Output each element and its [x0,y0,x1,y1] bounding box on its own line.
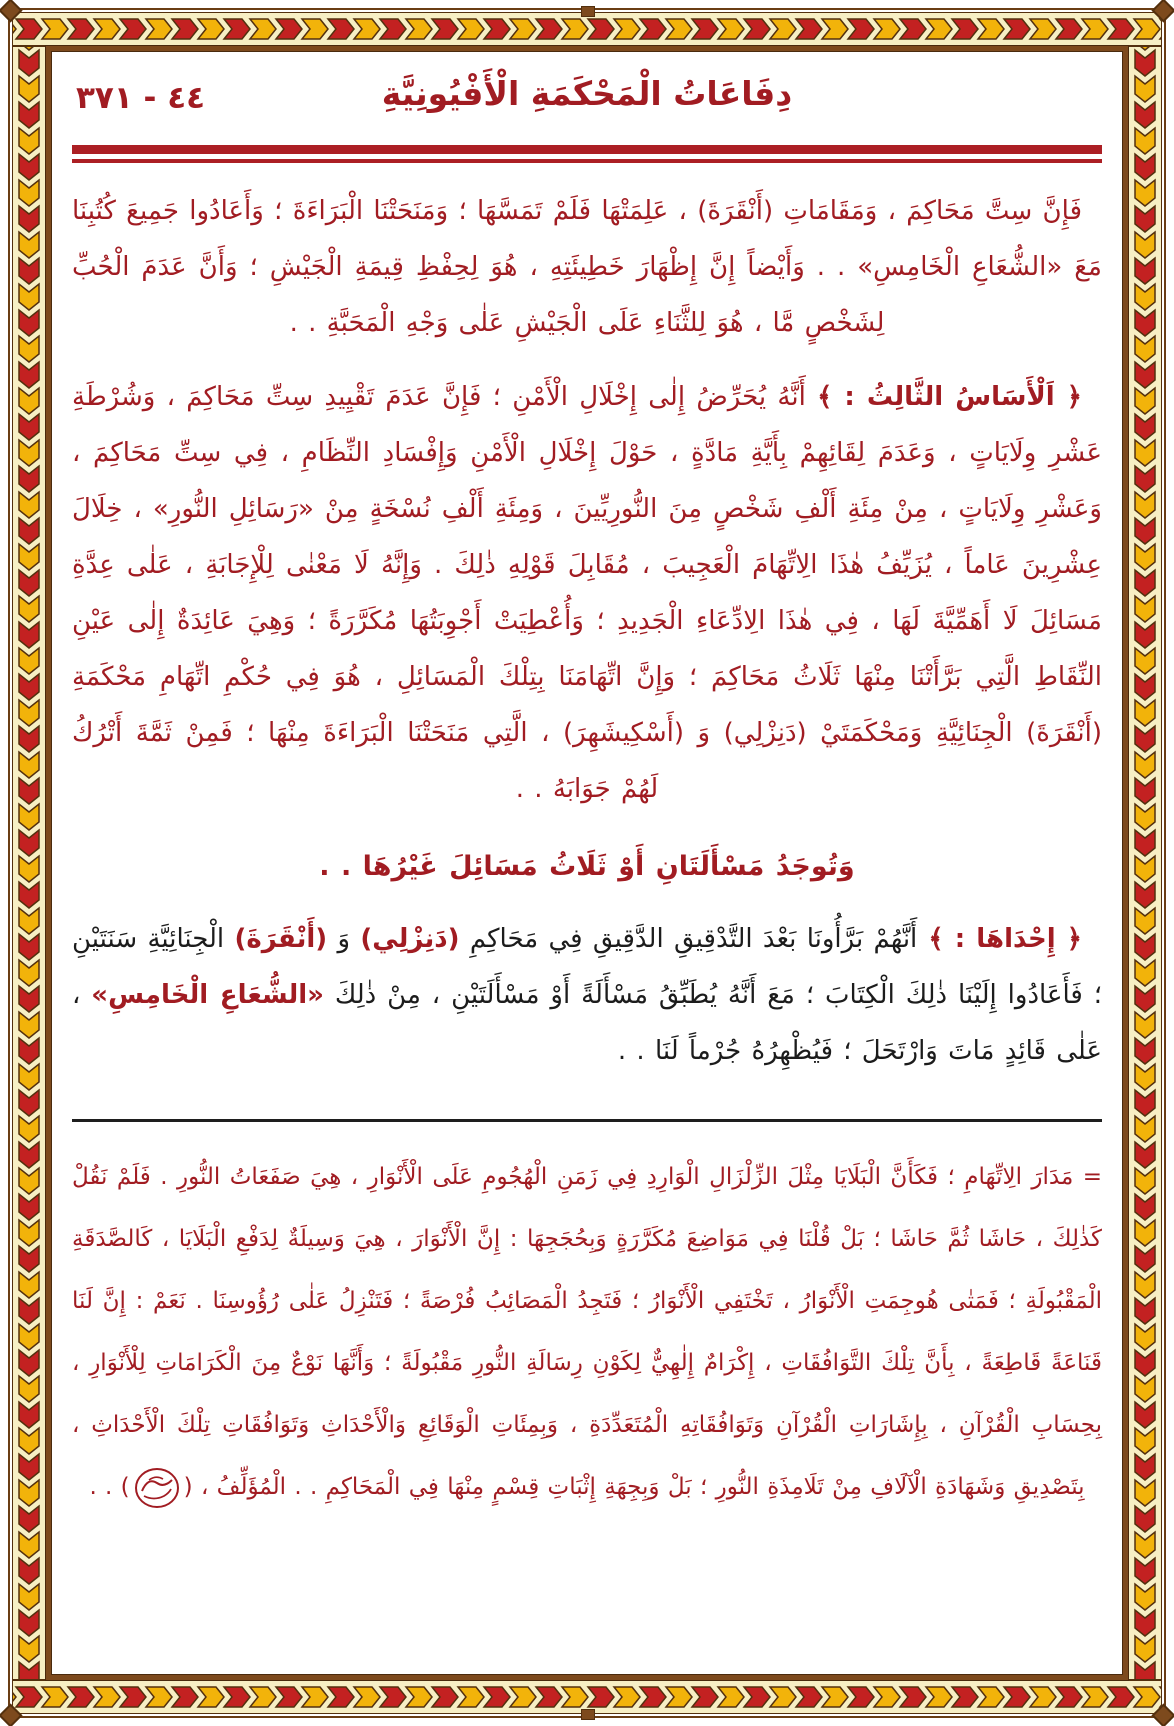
paragraph: فَإِنَّ سِتَّ مَحَاكِمَ ، وَمَقَامَاتِ (أَنْقَرَةَ) ، عَلِمَتْهَا فَلَمْ تَمَسَّهَا ؛ وَمَنَحَتْنَا الْبَرَاءَةَ ؛ وَأَعَادُوا جَمِيعَ كُتُبِنَا مَعَ «الشُّعَاعِ الْخَامِسِ» . . وَأَيْضاً إِنَّ إِظْهَارَ خَطِيئَتِهِ ، هُوَ لِحِفْظِ قِيمَةِ الْجَيْشِ ؛ وَأَنَّ عَدَمَ الْحُبِّ لِشَخْصٍ مَّا ، هُوَ لِلثَّنَاءِ عَلَى الْجَيْشِ عَلٰى وَجْهِ الْمَحَبَّةِ . . [72,196,1102,338]
bottom-center-ornament-icon [581,1709,595,1720]
footnote-text: مَدَارَ الِاتِّهَامِ ؛ فَكَأَنَّ الْبَلَايَا مِثْلَ الزِّلْزَالِ الْوَارِدِ فِي زَمَنِ الْهُجُومِ عَلَى الْأَنْوَارِ ، هِيَ صَفَعَاتُ النُّورِ . فَلَمْ نَقُلْ كَذٰلِكَ ، حَاشَا ثُمَّ حَاشَا ؛ بَلْ قُلْنَا فِي مَوَاضِعَ مُكَرَّرَةٍ وَبِحُجَجِهَا : إِنَّ الْأَنْوَارَ ، هِيَ وَسِيلَةٌ لِدَفْعِ الْبَلَايَا ، كَالصَّدَقَةِ الْمَقْبُولَةِ ؛ فَمَتٰى هُوجِمَتِ الْأَنْوَارُ ، تَخْتَفِي الْأَنْوَارُ ؛ فَتَجِدُ الْمَصَائِبُ فُرْصَةً ؛ فَتَنْزِلُ عَلٰى رُؤُوسِنَا . نَعَمْ : إِنَّ لَنَا قَنَاعَةً قَاطِعَةً ، بِأَنَّ تِلْكَ التَّوَافُقَاتِ ، إِكْرَامٌ إِلٰهِيٌّ لِكَوْنِ رِسَالَةِ النُّورِ مَقْبُولَةً ؛ وَأَنَّهَا نَوْعٌ مِنَ الْكَرَامَاتِ لِلْأَنْوَارِ ، بِحِسَابِ الْقُرْآنِ ، بِإِشَارَاتِ الْقُرْآنِ وَتَوَافُقَاتِهِ الْمُتَعَدِّدَةِ ، وَبِمِئَاتِ الْوَقَائِعِ وَالْأَحْدَاثِ وَتَوَافُقَاتِ تِلْكَ الْأَحْدَاثِ ، بِتَصْدِيقِ وَشَهَادَةِ الْآلَافِ مِنْ تَلَامِذَةِ النُّورِ ؛ بَلْ وَبِجِهَةِ إِثْبَاتِ قِسْمٍ مِنْهَا فِي الْمَحَاكِمِ . . [72,1164,1102,1500]
author-seal-icon [134,1467,180,1509]
footnote-author: الْمُؤَلِّفُ ، ( [183,1474,287,1500]
paragraph [72,369,1102,817]
border-chain-top [12,12,1162,46]
footnote-trailing: ) . . [89,1474,130,1500]
paragraph-text: وَ [327,924,361,954]
paragraph-text: أَنَّهُ يُحَرِّضُ إِلٰى إِخْلَالِ الْأَمْنِ ؛ فَإِنَّ عَدَمَ تَقْيِيدِ سِتِّ مَحَاكِمَ ، وَشُرْطَةِ عَشْرِ وِلَايَاتٍ ، وَعَدَمَ لِقَائِهِمْ بِأَيَّةِ مَادَّةٍ ، حَوْلَ إِخْلَالِ الْأَمْنِ وَإِفْسَادِ النِّظَامِ ، فِي سِتِّ مَحَاكِمَ ، وَعَشْرِ وِلَايَاتٍ ، مِنْ مِئَةِ أَلْفِ شَخْصٍ مِنَ النُّورِيِّينَ ، وَمِئَةِ أَلْفِ نُسْخَةٍ مِنْ «رَسَائِلِ النُّورِ» ، خِلَالَ عِشْرِينَ عَاماً ، يُزَيِّفُ هٰذَا الِاتِّهَامَ الْعَجِيبَ ، مُقَابِلَ قَوْلِهِ ذٰلِكَ . وَإِنَّهُ لَا مَعْنٰى لِلْإِجَابَةِ ، عَلٰى عِدَّةِ مَسَائِلَ لَا أَهَمِّيَّةَ لَهَا ، فِي هٰذَا الِادِّعَاءِ الْجَدِيدِ ؛ وَأُعْطِيَتْ أَجْوِبَتُهَا مُكَرَّرَةً ؛ وَهِيَ عَائِدَةٌ إِلٰى عَيْنِ النِّقَاطِ الَّتِي بَرَّأَتْنَا مِنْهَا ثَلَاثُ مَحَاكِمَ ؛ وَإِنَّ اتِّهَامَنَا بِتِلْكَ الْمَسَائِلِ ، هُوَ فِي حُكْمِ اتِّهَامِ مَحْكَمَةِ (أَنْقَرَةَ) الْجِنَائِيَّةِ وَمَحْكَمَتَيْ (دَنِزْلِي) وَ (أَسْكِيشَهِرَ) ، الَّتِي مَنَحَتْنَا الْبَرَاءَةَ مِنْهَا ؛ فَمِنْ ثَمَّةَ أَتْرُكُ لَهُمْ جَوَابَهُ . . [72,382,1102,804]
border-chain-left [12,46,46,1680]
page-title: دِفَاعَاتُ الْمَحْكَمَةِ الْأَفْيُونِيَّةِ [381,74,793,113]
page-content [72,64,1102,1662]
border-chain-right [1128,46,1162,1680]
highlighted-title: «الشُّعَاعِ الْخَامِسِ» [91,980,324,1010]
standalone-line: وَتُوجَدُ مَسْأَلَتَانِ أَوْ ثَلَاثُ مَسَائِلَ غَيْرُهَا . . [319,851,855,882]
paragraph [72,911,1102,1079]
highlighted-name: (دَنِزْلِي) [360,924,460,954]
paragraph-text: ، عَلٰى قَائِدٍ مَاتَ وَارْتَحَلَ ؛ فَيُظْهِرُهُ جُرْماً لَنَا . . [72,980,1102,1066]
section-heading: ﴿ اَلْأَسَاسُ الثَّالِثُ : ﴾ [817,382,1083,412]
footnote-separator [72,1119,1102,1122]
highlighted-name: (أَنْقَرَةَ) [234,924,328,954]
top-center-ornament-icon [581,6,595,17]
section-heading: ﴿ إِحْدَاهَا : ﴾ [917,924,1082,954]
paragraph-text: الْجِنَائِيَّةِ سَنَتَيْنِ ؛ فَأَعَادُوا إِلَيْنَا ذٰلِكَ الْكِتَابَ ؛ مَعَ أَنَّهُ يُطَبِّقُ مَسْأَلَةً أَوْ مَسْأَلَتَيْنِ ، مِنْ ذٰلِكَ [72,924,1102,1010]
page-number: ٤٤ - ٣٧١ [76,80,206,116]
footnote-continuation-marker: = [1073,1164,1102,1190]
header-double-rule [72,145,1102,163]
page-header [72,64,1102,138]
paragraph-text: أَنَّهُمْ بَرَّأُونَا بَعْدَ التَّدْقِيقِ الدَّقِيقِ فِي مَحَاكِمِ [459,924,918,954]
footnote [72,1146,1102,1518]
